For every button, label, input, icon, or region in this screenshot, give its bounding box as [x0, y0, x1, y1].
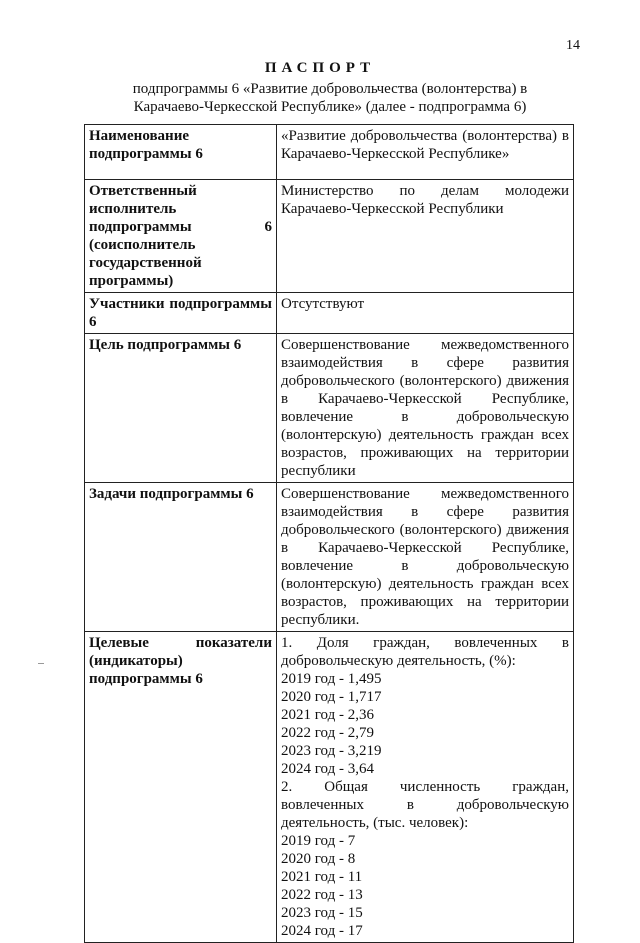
indicator-2-title: 2. Общая численность граждан, вовлеченных в добровольческую деятельность, (тыс. человек): [281, 779, 569, 831]
row-label: Задачи подпрограммы 6 [85, 483, 277, 632]
row-label: Ответственный исполнитель подпрограммы 6 (соисполнитель государственной программы) [85, 180, 277, 293]
indicator-2-value: 2021 год - 11 [281, 869, 363, 885]
indicator-1-value: 2023 год - 3,219 [281, 743, 382, 759]
indicators-cell [277, 632, 574, 943]
table-row [85, 125, 574, 180]
indicator-1-title: 1. Доля граждан, вовлеченных в добровольческую деятельность, (%): [281, 635, 569, 669]
document-subtitle: подпрограммы 6 «Развитие добровольчества (волонтерства) в Карачаево-Черкесской Республике» (далее - подпрограмма 6) [132, 81, 528, 115]
indicator-1-value: 2022 год - 2,79 [281, 725, 374, 741]
table-row [85, 293, 574, 334]
row-label: Участники подпрограммы 6 [85, 293, 277, 334]
margin-mark [38, 663, 44, 664]
indicator-2-value: 2022 год - 13 [281, 887, 363, 903]
row-label: Цель подпрограммы 6 [85, 334, 277, 483]
indicator-1-value: 2021 год - 2,36 [281, 707, 374, 723]
document-title: ПАСПОРТ [264, 60, 376, 76]
row-label: Целевые показатели (индикаторы) подпрограммы 6 [85, 632, 277, 943]
indicator-2-value: 2023 год - 15 [281, 905, 363, 921]
row-value: Совершенствование межведомственного взаимодействия в сфере развития добровольческого (волонтерского) движения в Карачаево-Черкесской Республике, вовлечение в добровольческую (волонтерскую) деятельность граждан всех возрастов, проживающих на территории республики. [277, 483, 574, 632]
row-value: Совершенствование межведомственного взаимодействия в сфере развития добровольческого (волонтерского) движения в Карачаево-Черкесской Республике, вовлечение в добровольческую (волонтерскую) деятельность граждан всех возрастов, проживающих на территории республики [277, 334, 574, 483]
indicator-2-value: 2020 год - 8 [281, 851, 356, 867]
indicator-2-value: 2024 год - 17 [281, 923, 363, 939]
table-row [85, 334, 574, 483]
table-row [85, 632, 574, 943]
row-value: Отсутствуют [277, 293, 574, 334]
table-row [85, 483, 574, 632]
indicator-1-value: 2024 год - 3,64 [281, 761, 374, 777]
indicator-1-value: 2020 год - 1,717 [281, 689, 382, 705]
passport-table [84, 124, 574, 943]
indicator-1-value: 2019 год - 1,495 [281, 671, 382, 687]
row-value: «Развитие добровольчества (волонтерства) в Карачаево-Черкесской Республике» [277, 125, 574, 180]
row-label: Наименование подпрограммы 6 [85, 125, 277, 180]
page-number: 14 [566, 38, 580, 53]
indicator-2-value: 2019 год - 7 [281, 833, 356, 849]
table-row [85, 180, 574, 293]
row-value: Министерство по делам молодежи Карачаево-Черкесской Республики [277, 180, 574, 293]
